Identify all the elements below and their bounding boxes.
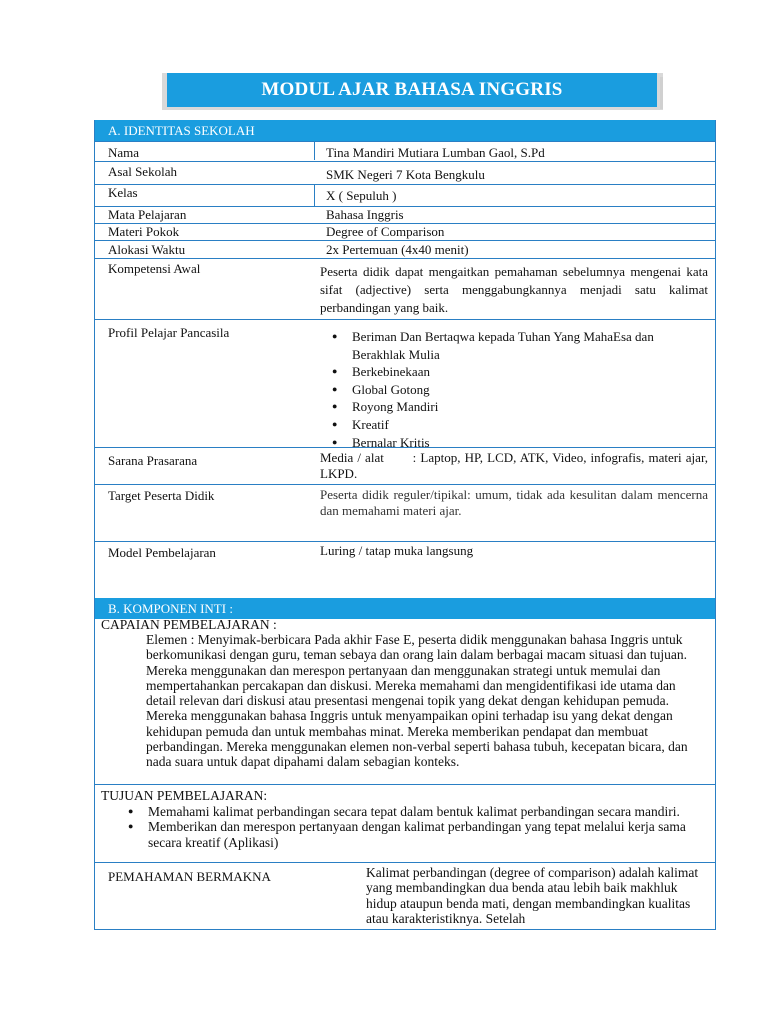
capaian-text: Elemen : Menyimak-berbicara Pada akhir Fase E, peserta didik menggunakan bahasa Inggris untuk berkomunikasi dengan guru, teman sebaya dan orang lain dalam berbagai macam situasi dan tujuan. Mereka menggunakan dan merespon pertanyaan dan menggunakan strategi untuk memulai dan mempertahankan percakapan dan diskusi. Mereka memahami dan mengidentifikasi ide utama dan detail relevan dari diskusi atau presentasi mengenai topik yang dekat dengan kehidupan pemuda. Mereka menggunakan bahasa Inggris untuk menyampaikan opini terhadap isu yang dekat dengan kehidupan pemuda dan untuk membahas minat. Mereka memberikan pendapat dan membuat perbandingan. Mereka menggunakan elemen non-verbal seperti bahasa tubuh, kecepatan bicara, dan nada suara untuk dapat dipahami dalam sebagian konteks. xyxy=(146,632,688,770)
sarana-prefix: Media / alat xyxy=(320,450,384,465)
section-a-heading-text: A. IDENTITAS SEKOLAH xyxy=(108,123,255,138)
row-label-asal-sekolah: Asal Sekolah xyxy=(108,164,177,179)
column-divider xyxy=(314,141,315,160)
tujuan-item-text: Memahami kalimat perbandingan secara tepat dalam bentuk kalimat perbandingan secara mandiri. xyxy=(148,804,680,819)
table-border-left xyxy=(94,120,95,598)
row-divider xyxy=(94,862,716,863)
row-label-alokasi-waktu: Alokasi Waktu xyxy=(108,242,186,257)
profil-item xyxy=(326,381,708,399)
row-label-nama: Nama xyxy=(108,145,140,160)
row-value-kelas: X ( Sepuluh ) xyxy=(326,188,397,203)
profil-item-text: Global Gotong xyxy=(352,381,430,397)
row-label-mata-pelajaran: Mata Pelajaran xyxy=(108,207,187,222)
target-value: Peserta didik reguler/tipikal: umum, tidak ada kesulitan dalam mencerna dan memahami materi ajar. xyxy=(320,487,708,518)
profil-item xyxy=(326,398,708,416)
row-value-alokasi-waktu: 2x Pertemuan (4x40 menit) xyxy=(326,242,469,257)
profil-list xyxy=(326,328,708,451)
tujuan-item xyxy=(122,804,708,819)
sarana-value xyxy=(320,450,708,481)
row-divider xyxy=(94,141,716,142)
section-b-heading xyxy=(94,598,716,619)
model-value: Luring / tatap muka langsung xyxy=(320,543,474,558)
row-divider xyxy=(94,319,716,320)
profil-item-text: Berkebinekaan xyxy=(352,364,430,380)
column-divider xyxy=(314,184,315,206)
row-divider xyxy=(94,258,716,259)
document-title: MODUL AJAR BAHASA INGGRIS xyxy=(167,73,657,107)
row-divider xyxy=(94,929,716,930)
row-label-kelas: Kelas xyxy=(108,185,138,200)
table-border-left xyxy=(94,598,95,930)
profil-item-text: Kreatif xyxy=(352,416,389,432)
pemahaman-text: Kalimat perbandingan (degree of comparison) adalah kalimat yang membandingkan dua benda atau lebih baik makhluk hidup ataupun benda mati, dengan membandingkan kualitas atau karakteristiknya. Setelah xyxy=(366,865,699,926)
section-a-heading xyxy=(94,120,716,141)
tujuan-list xyxy=(122,804,708,850)
row-divider xyxy=(94,240,716,241)
row-divider xyxy=(94,541,716,542)
sarana-label: Sarana Prasarana xyxy=(108,453,198,468)
profil-item-text: Bernalar Kritis xyxy=(352,434,430,450)
profil-item-text: Royong Mandiri xyxy=(352,399,439,415)
tujuan-item xyxy=(122,819,708,850)
row-value-nama: Tina Mandiri Mutiara Lumban Gaol, S.Pd xyxy=(326,145,545,160)
sarana-text: : Laptop, HP, LCD, ATK, Video, infografis, materi ajar, LKPD. xyxy=(320,450,709,481)
row-value-asal-sekolah: SMK Negeri 7 Kota Bengkulu xyxy=(326,167,485,182)
profil-item-text: Beriman Dan Bertaqwa kepada Tuhan Yang MahaEsa dan Berakhlak Mulia xyxy=(352,329,654,362)
row-label-materi-pokok: Materi Pokok xyxy=(108,224,180,239)
row-value-materi-pokok: Degree of Comparison xyxy=(326,224,445,239)
section-b-heading-text: B. KOMPONEN INTI : xyxy=(108,601,233,616)
row-divider xyxy=(94,484,716,485)
pemahaman-label: PEMAHAMAN BERMAKNA xyxy=(108,869,271,884)
row-divider xyxy=(94,161,716,162)
table-border-right xyxy=(715,598,716,930)
model-label: Model Pembelajaran xyxy=(108,545,216,560)
table-border-right xyxy=(715,120,716,598)
tujuan-label: TUJUAN PEMBELAJARAN: xyxy=(101,788,268,803)
profil-item xyxy=(326,434,708,452)
row-value-mata-pelajaran: Bahasa Inggris xyxy=(326,207,404,222)
capaian-label: CAPAIAN PEMBELAJARAN : xyxy=(101,617,277,632)
profil-item xyxy=(326,328,708,363)
kompetensi-awal-label: Kompetensi Awal xyxy=(108,261,201,276)
profil-item xyxy=(326,363,708,381)
kompetensi-awal-value: Peserta didik dapat mengaitkan pemahaman sebelumnya mengenai kata sifat (adjective) serta menggabungkannya menjadi satu kalimat perbandingan yang baik. xyxy=(320,264,708,315)
tujuan-item-text: Memberikan dan merespon pertanyaan dengan kalimat perbandingan yang tepat melalui kerja sama secara kreatif (Aplikasi) xyxy=(148,819,686,850)
target-label: Target Peserta Didik xyxy=(108,488,215,503)
profil-item xyxy=(326,416,708,434)
row-divider xyxy=(94,784,716,785)
row-divider xyxy=(94,184,716,185)
profil-label: Profil Pelajar Pancasila xyxy=(108,325,230,340)
